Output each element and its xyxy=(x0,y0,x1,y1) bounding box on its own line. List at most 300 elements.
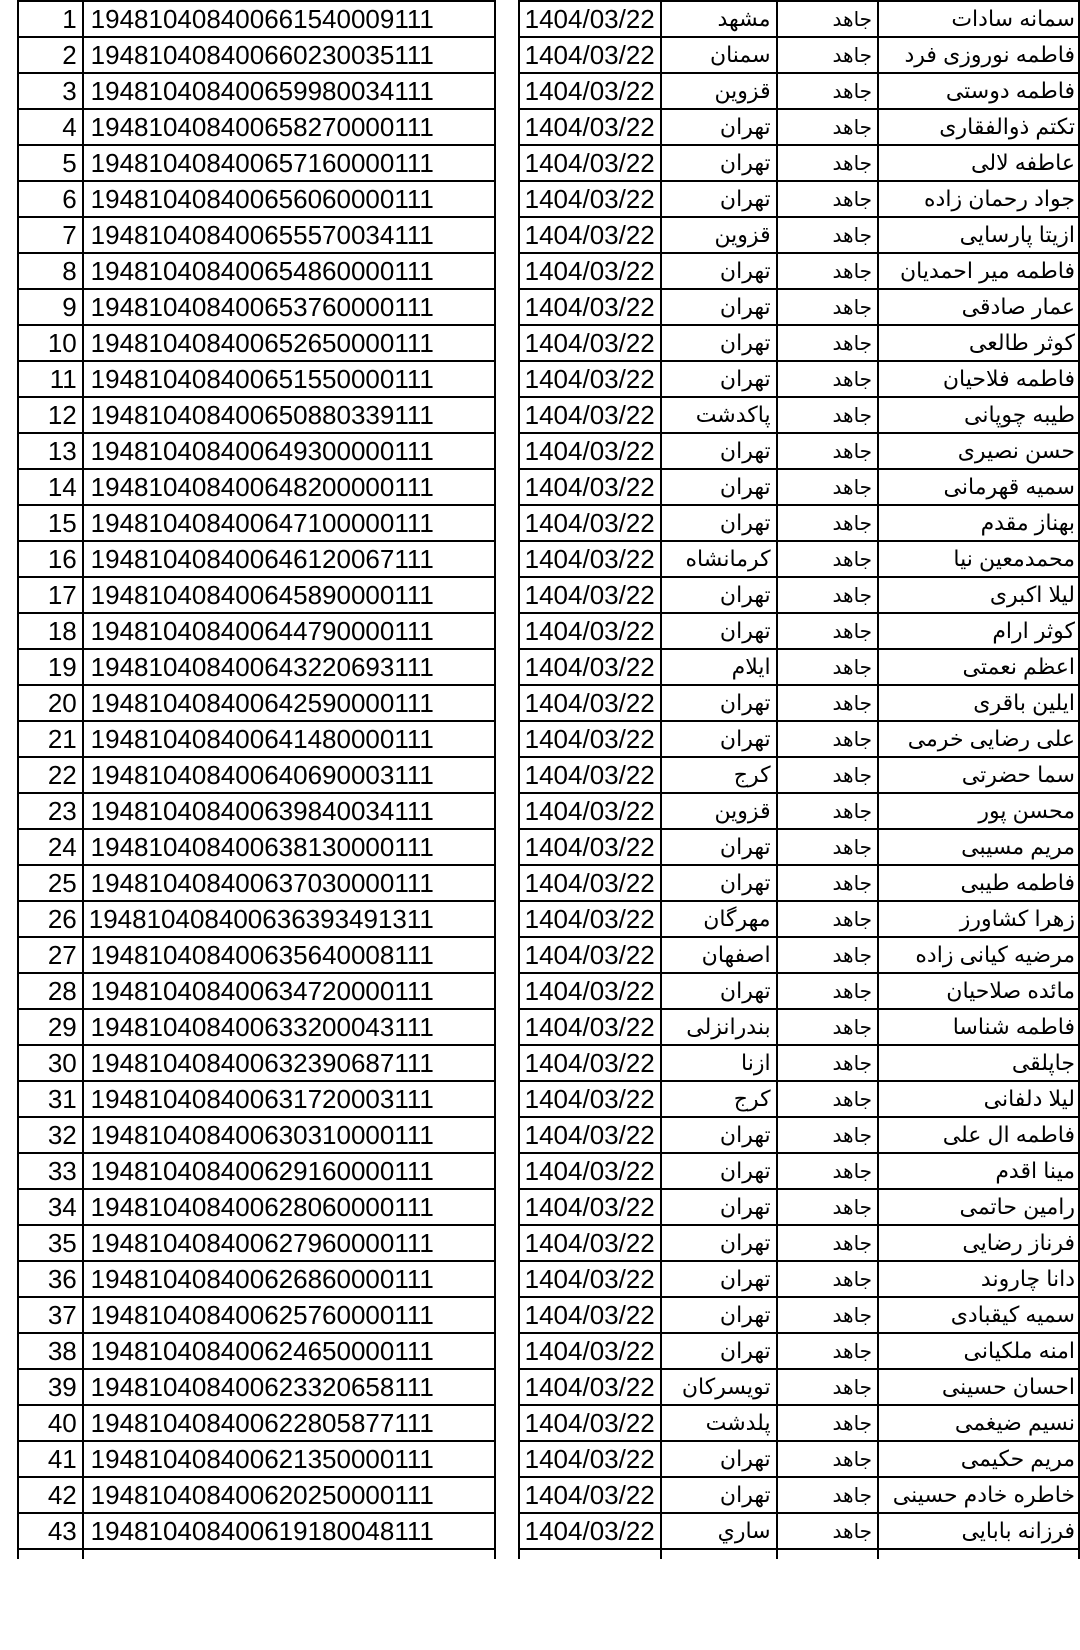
type-cell: جاهد xyxy=(777,1441,878,1477)
date-cell: 1404/03/22 xyxy=(519,721,661,757)
date-cell: 1404/03/22 xyxy=(519,1117,661,1153)
type-cell: جاهد xyxy=(777,1153,878,1189)
spacer-cell xyxy=(495,1297,519,1333)
name-cell: امنه ملکیانی xyxy=(878,1333,1079,1369)
city-cell: بندرانزلی xyxy=(661,1009,777,1045)
table-row xyxy=(18,829,1079,865)
name-cell: سما حضرتی xyxy=(878,757,1079,793)
type-cell: جاهد xyxy=(777,649,878,685)
date-cell: 1404/03/22 xyxy=(519,505,661,541)
row-number-cell: 31 xyxy=(18,1081,83,1117)
type-cell: جاهد xyxy=(777,397,878,433)
type-cell: جاهد xyxy=(777,1477,878,1513)
empty-cell xyxy=(777,1549,878,1559)
city-cell: قزوین xyxy=(661,793,777,829)
city-cell: کرج xyxy=(661,1081,777,1117)
date-cell: 1404/03/22 xyxy=(519,73,661,109)
tracking-code-cell: 194810408400658270000111 xyxy=(83,109,495,145)
tracking-code-cell: 194810408400656060000111 xyxy=(83,181,495,217)
spacer-cell xyxy=(495,1513,519,1549)
city-cell: ایلام xyxy=(661,649,777,685)
empty-cell xyxy=(495,1549,519,1559)
table-row xyxy=(18,1369,1079,1405)
name-cell: محمدمعین نیا xyxy=(878,541,1079,577)
city-cell: تهران xyxy=(661,1153,777,1189)
tracking-code-cell: 194810408400619180048111 xyxy=(83,1513,495,1549)
tracking-code-cell: 194810408400640690003111 xyxy=(83,757,495,793)
row-number-cell: 37 xyxy=(18,1297,83,1333)
city-cell: تهران xyxy=(661,433,777,469)
spacer-cell xyxy=(495,685,519,721)
spacer-cell xyxy=(495,541,519,577)
spacer-cell xyxy=(495,73,519,109)
city-cell: تهران xyxy=(661,109,777,145)
tracking-code-cell: 194810408400634720000111 xyxy=(83,973,495,1009)
city-cell: تویسرکان xyxy=(661,1369,777,1405)
date-cell: 1404/03/22 xyxy=(519,1153,661,1189)
table-row-partial xyxy=(18,1549,1079,1559)
name-cell: مرضیه کیانی زاده xyxy=(878,937,1079,973)
row-number-cell: 12 xyxy=(18,397,83,433)
type-cell: جاهد xyxy=(777,937,878,973)
type-cell: جاهد xyxy=(777,73,878,109)
type-cell: جاهد xyxy=(777,433,878,469)
name-cell: مینا اقدم xyxy=(878,1153,1079,1189)
spacer-cell xyxy=(495,1081,519,1117)
tracking-code-cell: 194810408400621350000111 xyxy=(83,1441,495,1477)
name-cell: جاپلقی xyxy=(878,1045,1079,1081)
tracking-code-cell: 194810408400632390687111 xyxy=(83,1045,495,1081)
date-cell: 1404/03/22 xyxy=(519,469,661,505)
name-cell: بهناز مقدم xyxy=(878,505,1079,541)
row-number-cell: 22 xyxy=(18,757,83,793)
name-cell: نسیم ضیغمی xyxy=(878,1405,1079,1441)
tracking-code-cell: 194810408400627960000111 xyxy=(83,1225,495,1261)
table-row xyxy=(18,1045,1079,1081)
city-cell: کرج xyxy=(661,757,777,793)
type-cell: جاهد xyxy=(777,901,878,937)
name-cell: سمانه سادات xyxy=(878,1,1079,37)
row-number-cell: 36 xyxy=(18,1261,83,1297)
name-cell: طیبه چوپانی xyxy=(878,397,1079,433)
city-cell: تهران xyxy=(661,685,777,721)
name-cell: رامین حاتمی xyxy=(878,1189,1079,1225)
city-cell: تهران xyxy=(661,325,777,361)
city-cell: تهران xyxy=(661,1441,777,1477)
tracking-code-cell: 194810408400661540009111 xyxy=(83,1,495,37)
type-cell: جاهد xyxy=(777,469,878,505)
date-cell: 1404/03/22 xyxy=(519,1477,661,1513)
type-cell: جاهد xyxy=(777,685,878,721)
name-cell: محسن پور xyxy=(878,793,1079,829)
tracking-code-cell: 194810408400648200000111 xyxy=(83,469,495,505)
tracking-code-cell: 194810408400630310000111 xyxy=(83,1117,495,1153)
type-cell: جاهد xyxy=(777,181,878,217)
type-cell: جاهد xyxy=(777,721,878,757)
tracking-code-cell: 194810408400641480000111 xyxy=(83,721,495,757)
spacer-cell xyxy=(495,721,519,757)
table-row xyxy=(18,757,1079,793)
row-number-cell: 25 xyxy=(18,865,83,901)
tracking-code-cell: 194810408400635640008111 xyxy=(83,937,495,973)
row-number-cell: 27 xyxy=(18,937,83,973)
city-cell: پلدشت xyxy=(661,1405,777,1441)
table-row xyxy=(18,1081,1079,1117)
type-cell: جاهد xyxy=(777,361,878,397)
spacer-cell xyxy=(495,1441,519,1477)
date-cell: 1404/03/22 xyxy=(519,109,661,145)
spacer-cell xyxy=(495,937,519,973)
table-row xyxy=(18,865,1079,901)
name-cell: مائده صلاحیان xyxy=(878,973,1079,1009)
spacer-cell xyxy=(495,973,519,1009)
row-number-cell: 17 xyxy=(18,577,83,613)
tracking-code-cell: 194810408400650880339111 xyxy=(83,397,495,433)
row-number-cell: 16 xyxy=(18,541,83,577)
table-row xyxy=(18,541,1079,577)
spacer-cell xyxy=(495,1369,519,1405)
tracking-code-cell: 194810408400623320658111 xyxy=(83,1369,495,1405)
empty-cell xyxy=(661,1549,777,1559)
date-cell: 1404/03/22 xyxy=(519,1333,661,1369)
empty-cell xyxy=(18,1549,83,1559)
city-cell: پاکدشت xyxy=(661,397,777,433)
city-cell: ازنا xyxy=(661,1045,777,1081)
name-cell: فاطمه شناسا xyxy=(878,1009,1079,1045)
type-cell: جاهد xyxy=(777,1261,878,1297)
type-cell: جاهد xyxy=(777,577,878,613)
spacer-cell xyxy=(495,1,519,37)
table-row xyxy=(18,217,1079,253)
table-body xyxy=(18,1,1079,1559)
name-cell: حسن نصیری xyxy=(878,433,1079,469)
row-number-cell: 21 xyxy=(18,721,83,757)
spacer-cell xyxy=(495,613,519,649)
city-cell: تهران xyxy=(661,1117,777,1153)
type-cell: جاهد xyxy=(777,865,878,901)
type-cell: جاهد xyxy=(777,1369,878,1405)
name-cell: کوثر طالعی xyxy=(878,325,1079,361)
city-cell: قزوین xyxy=(661,217,777,253)
empty-cell xyxy=(878,1549,1079,1559)
name-cell: فاطمه میر احمدیان xyxy=(878,253,1079,289)
date-cell: 1404/03/22 xyxy=(519,1369,661,1405)
type-cell: جاهد xyxy=(777,1081,878,1117)
name-cell: اعظم نعمتی xyxy=(878,649,1079,685)
tracking-code-cell: 194810408400644790000111 xyxy=(83,613,495,649)
name-cell: تکتم ذوالفقاری xyxy=(878,109,1079,145)
date-cell: 1404/03/22 xyxy=(519,1189,661,1225)
city-cell: تهران xyxy=(661,829,777,865)
row-number-cell: 43 xyxy=(18,1513,83,1549)
city-cell: تهران xyxy=(661,289,777,325)
row-number-cell: 23 xyxy=(18,793,83,829)
table-row xyxy=(18,253,1079,289)
name-cell: فاطمه ال علی xyxy=(878,1117,1079,1153)
tracking-code-cell: 194810408400638130000111 xyxy=(83,829,495,865)
name-cell: مریم مسیبی xyxy=(878,829,1079,865)
spacer-cell xyxy=(495,505,519,541)
table-row xyxy=(18,1189,1079,1225)
date-cell: 1404/03/22 xyxy=(519,1045,661,1081)
name-cell: فاطمه طیبی xyxy=(878,865,1079,901)
city-cell: کرمانشاه xyxy=(661,541,777,577)
name-cell: کوثر ارام xyxy=(878,613,1079,649)
table-row xyxy=(18,1,1079,37)
table-row xyxy=(18,577,1079,613)
name-cell: فاطمه فلاحیان xyxy=(878,361,1079,397)
row-number-cell: 42 xyxy=(18,1477,83,1513)
table-row xyxy=(18,505,1079,541)
row-number-cell: 9 xyxy=(18,289,83,325)
spacer-cell xyxy=(495,1117,519,1153)
city-cell: تهران xyxy=(661,721,777,757)
city-cell: تهران xyxy=(661,577,777,613)
city-cell: تهران xyxy=(661,181,777,217)
date-cell: 1404/03/22 xyxy=(519,289,661,325)
name-cell: فاطمه نوروزی فرد xyxy=(878,37,1079,73)
type-cell: جاهد xyxy=(777,325,878,361)
tracking-code-cell: 194810408400653760000111 xyxy=(83,289,495,325)
spacer-cell xyxy=(495,181,519,217)
city-cell: مشهد xyxy=(661,1,777,37)
tracking-code-cell: 194810408400629160000111 xyxy=(83,1153,495,1189)
row-number-cell: 29 xyxy=(18,1009,83,1045)
city-cell: سمنان xyxy=(661,37,777,73)
empty-cell xyxy=(83,1549,495,1559)
spacer-cell xyxy=(495,1009,519,1045)
date-cell: 1404/03/22 xyxy=(519,37,661,73)
date-cell: 1404/03/22 xyxy=(519,1297,661,1333)
date-cell: 1404/03/22 xyxy=(519,217,661,253)
row-number-cell: 32 xyxy=(18,1117,83,1153)
city-cell: تهران xyxy=(661,865,777,901)
table-row xyxy=(18,469,1079,505)
table-row xyxy=(18,649,1079,685)
city-cell: تهران xyxy=(661,1261,777,1297)
name-cell: خاطره خادم حسینی xyxy=(878,1477,1079,1513)
name-cell: سمیه کیقبادی xyxy=(878,1297,1079,1333)
row-number-cell: 28 xyxy=(18,973,83,1009)
spacer-cell xyxy=(495,1405,519,1441)
tracking-code-cell: 194810408400657160000111 xyxy=(83,145,495,181)
date-cell: 1404/03/22 xyxy=(519,1261,661,1297)
spacer-cell xyxy=(495,1189,519,1225)
date-cell: 1404/03/22 xyxy=(519,577,661,613)
date-cell: 1404/03/22 xyxy=(519,1,661,37)
type-cell: جاهد xyxy=(777,1189,878,1225)
table-row xyxy=(18,397,1079,433)
table-row xyxy=(18,433,1079,469)
table-row xyxy=(18,73,1079,109)
date-cell: 1404/03/22 xyxy=(519,1009,661,1045)
name-cell: دانا چاروند xyxy=(878,1261,1079,1297)
date-cell: 1404/03/22 xyxy=(519,397,661,433)
row-number-cell: 7 xyxy=(18,217,83,253)
spacer-cell xyxy=(495,361,519,397)
tracking-code-cell: 194810408400647100000111 xyxy=(83,505,495,541)
spacer-cell xyxy=(495,757,519,793)
spacer-cell xyxy=(495,577,519,613)
tracking-code-cell: 194810408400633200043111 xyxy=(83,1009,495,1045)
city-cell: تهران xyxy=(661,253,777,289)
date-cell: 1404/03/22 xyxy=(519,325,661,361)
type-cell: جاهد xyxy=(777,613,878,649)
spacer-cell xyxy=(495,1225,519,1261)
row-number-cell: 40 xyxy=(18,1405,83,1441)
table-row xyxy=(18,1441,1079,1477)
name-cell: ازیتا پارسایی xyxy=(878,217,1079,253)
tracking-code-cell: 194810408400651550000111 xyxy=(83,361,495,397)
empty-cell xyxy=(519,1549,661,1559)
spacer-cell xyxy=(495,109,519,145)
table-row xyxy=(18,289,1079,325)
name-cell: ایلین باقری xyxy=(878,685,1079,721)
date-cell: 1404/03/22 xyxy=(519,1405,661,1441)
table-row xyxy=(18,1513,1079,1549)
city-cell: تهران xyxy=(661,613,777,649)
tracking-code-cell: 194810408400628060000111 xyxy=(83,1189,495,1225)
row-number-cell: 4 xyxy=(18,109,83,145)
row-number-cell: 35 xyxy=(18,1225,83,1261)
tracking-code-cell: 194810408400655570034111 xyxy=(83,217,495,253)
row-number-cell: 13 xyxy=(18,433,83,469)
row-number-cell: 2 xyxy=(18,37,83,73)
date-cell: 1404/03/22 xyxy=(519,901,661,937)
row-number-cell: 26 xyxy=(18,901,83,937)
row-number-cell: 5 xyxy=(18,145,83,181)
name-cell: عمار صادقی xyxy=(878,289,1079,325)
date-cell: 1404/03/22 xyxy=(519,757,661,793)
tracking-code-cell: 194810408400645890000111 xyxy=(83,577,495,613)
row-number-cell: 1 xyxy=(18,1,83,37)
type-cell: جاهد xyxy=(777,505,878,541)
table-row xyxy=(18,685,1079,721)
spacer-cell xyxy=(495,1333,519,1369)
spacer-cell xyxy=(495,793,519,829)
type-cell: جاهد xyxy=(777,1513,878,1549)
tracking-code-cell: 194810408400643220693111 xyxy=(83,649,495,685)
row-number-cell: 18 xyxy=(18,613,83,649)
date-cell: 1404/03/22 xyxy=(519,865,661,901)
date-cell: 1404/03/22 xyxy=(519,433,661,469)
tracking-code-cell: 194810408400620250000111 xyxy=(83,1477,495,1513)
date-cell: 1404/03/22 xyxy=(519,973,661,1009)
city-cell: تهران xyxy=(661,469,777,505)
type-cell: جاهد xyxy=(777,253,878,289)
tracking-code-cell: 194810408400652650000111 xyxy=(83,325,495,361)
type-cell: جاهد xyxy=(777,1,878,37)
type-cell: جاهد xyxy=(777,541,878,577)
records-table xyxy=(17,0,1080,1559)
name-cell: فرناز رضایی xyxy=(878,1225,1079,1261)
table-row xyxy=(18,1477,1079,1513)
type-cell: جاهد xyxy=(777,1009,878,1045)
type-cell: جاهد xyxy=(777,1045,878,1081)
row-number-cell: 30 xyxy=(18,1045,83,1081)
tracking-code-cell: 194810408400622805877111 xyxy=(83,1405,495,1441)
table-row xyxy=(18,109,1079,145)
date-cell: 1404/03/22 xyxy=(519,793,661,829)
table-row xyxy=(18,613,1079,649)
city-cell: ساري xyxy=(661,1513,777,1549)
date-cell: 1404/03/22 xyxy=(519,1225,661,1261)
spacer-cell xyxy=(495,325,519,361)
spacer-cell xyxy=(495,433,519,469)
spacer-cell xyxy=(495,829,519,865)
tracking-code-cell: 194810408400649300000111 xyxy=(83,433,495,469)
date-cell: 1404/03/22 xyxy=(519,829,661,865)
name-cell: فرزانه بابایی xyxy=(878,1513,1079,1549)
date-cell: 1404/03/22 xyxy=(519,253,661,289)
spacer-cell xyxy=(495,289,519,325)
spacer-cell xyxy=(495,649,519,685)
city-cell: تهران xyxy=(661,973,777,1009)
city-cell: تهران xyxy=(661,1333,777,1369)
spacer-cell xyxy=(495,253,519,289)
date-cell: 1404/03/22 xyxy=(519,649,661,685)
table-row xyxy=(18,937,1079,973)
date-cell: 1404/03/22 xyxy=(519,145,661,181)
tracking-code-cell: 194810408400642590000111 xyxy=(83,685,495,721)
tracking-code-cell: 194810408400654860000111 xyxy=(83,253,495,289)
spacer-cell xyxy=(495,1045,519,1081)
name-cell: فاطمه دوستی xyxy=(878,73,1079,109)
date-cell: 1404/03/22 xyxy=(519,181,661,217)
type-cell: جاهد xyxy=(777,973,878,1009)
row-number-cell: 19 xyxy=(18,649,83,685)
name-cell: سمیه قهرمانی xyxy=(878,469,1079,505)
spacer-cell xyxy=(495,145,519,181)
tracking-code-cell: 194810408400624650000111 xyxy=(83,1333,495,1369)
type-cell: جاهد xyxy=(777,793,878,829)
spacer-cell xyxy=(495,865,519,901)
name-cell: مریم حکیمی xyxy=(878,1441,1079,1477)
tracking-code-cell: 194810408400626860000111 xyxy=(83,1261,495,1297)
name-cell: لیلا اکبری xyxy=(878,577,1079,613)
date-cell: 1404/03/22 xyxy=(519,1513,661,1549)
row-number-cell: 14 xyxy=(18,469,83,505)
row-number-cell: 20 xyxy=(18,685,83,721)
city-cell: اصفهان xyxy=(661,937,777,973)
tracking-code-cell: 194810408400625760000111 xyxy=(83,1297,495,1333)
table-row xyxy=(18,1225,1079,1261)
row-number-cell: 38 xyxy=(18,1333,83,1369)
city-cell: مهرگان xyxy=(661,901,777,937)
date-cell: 1404/03/22 xyxy=(519,613,661,649)
spacer-cell xyxy=(495,37,519,73)
city-cell: تهران xyxy=(661,361,777,397)
row-number-cell: 8 xyxy=(18,253,83,289)
spacer-cell xyxy=(495,1477,519,1513)
row-number-cell: 41 xyxy=(18,1441,83,1477)
date-cell: 1404/03/22 xyxy=(519,541,661,577)
city-cell: قزوین xyxy=(661,73,777,109)
row-number-cell: 6 xyxy=(18,181,83,217)
table-row xyxy=(18,721,1079,757)
type-cell: جاهد xyxy=(777,37,878,73)
spacer-cell xyxy=(495,1153,519,1189)
table-row xyxy=(18,1261,1079,1297)
spacer-cell xyxy=(495,217,519,253)
type-cell: جاهد xyxy=(777,145,878,181)
date-cell: 1404/03/22 xyxy=(519,937,661,973)
name-cell: لیلا دلفانی xyxy=(878,1081,1079,1117)
date-cell: 1404/03/22 xyxy=(519,685,661,721)
type-cell: جاهد xyxy=(777,829,878,865)
type-cell: جاهد xyxy=(777,1333,878,1369)
row-number-cell: 10 xyxy=(18,325,83,361)
